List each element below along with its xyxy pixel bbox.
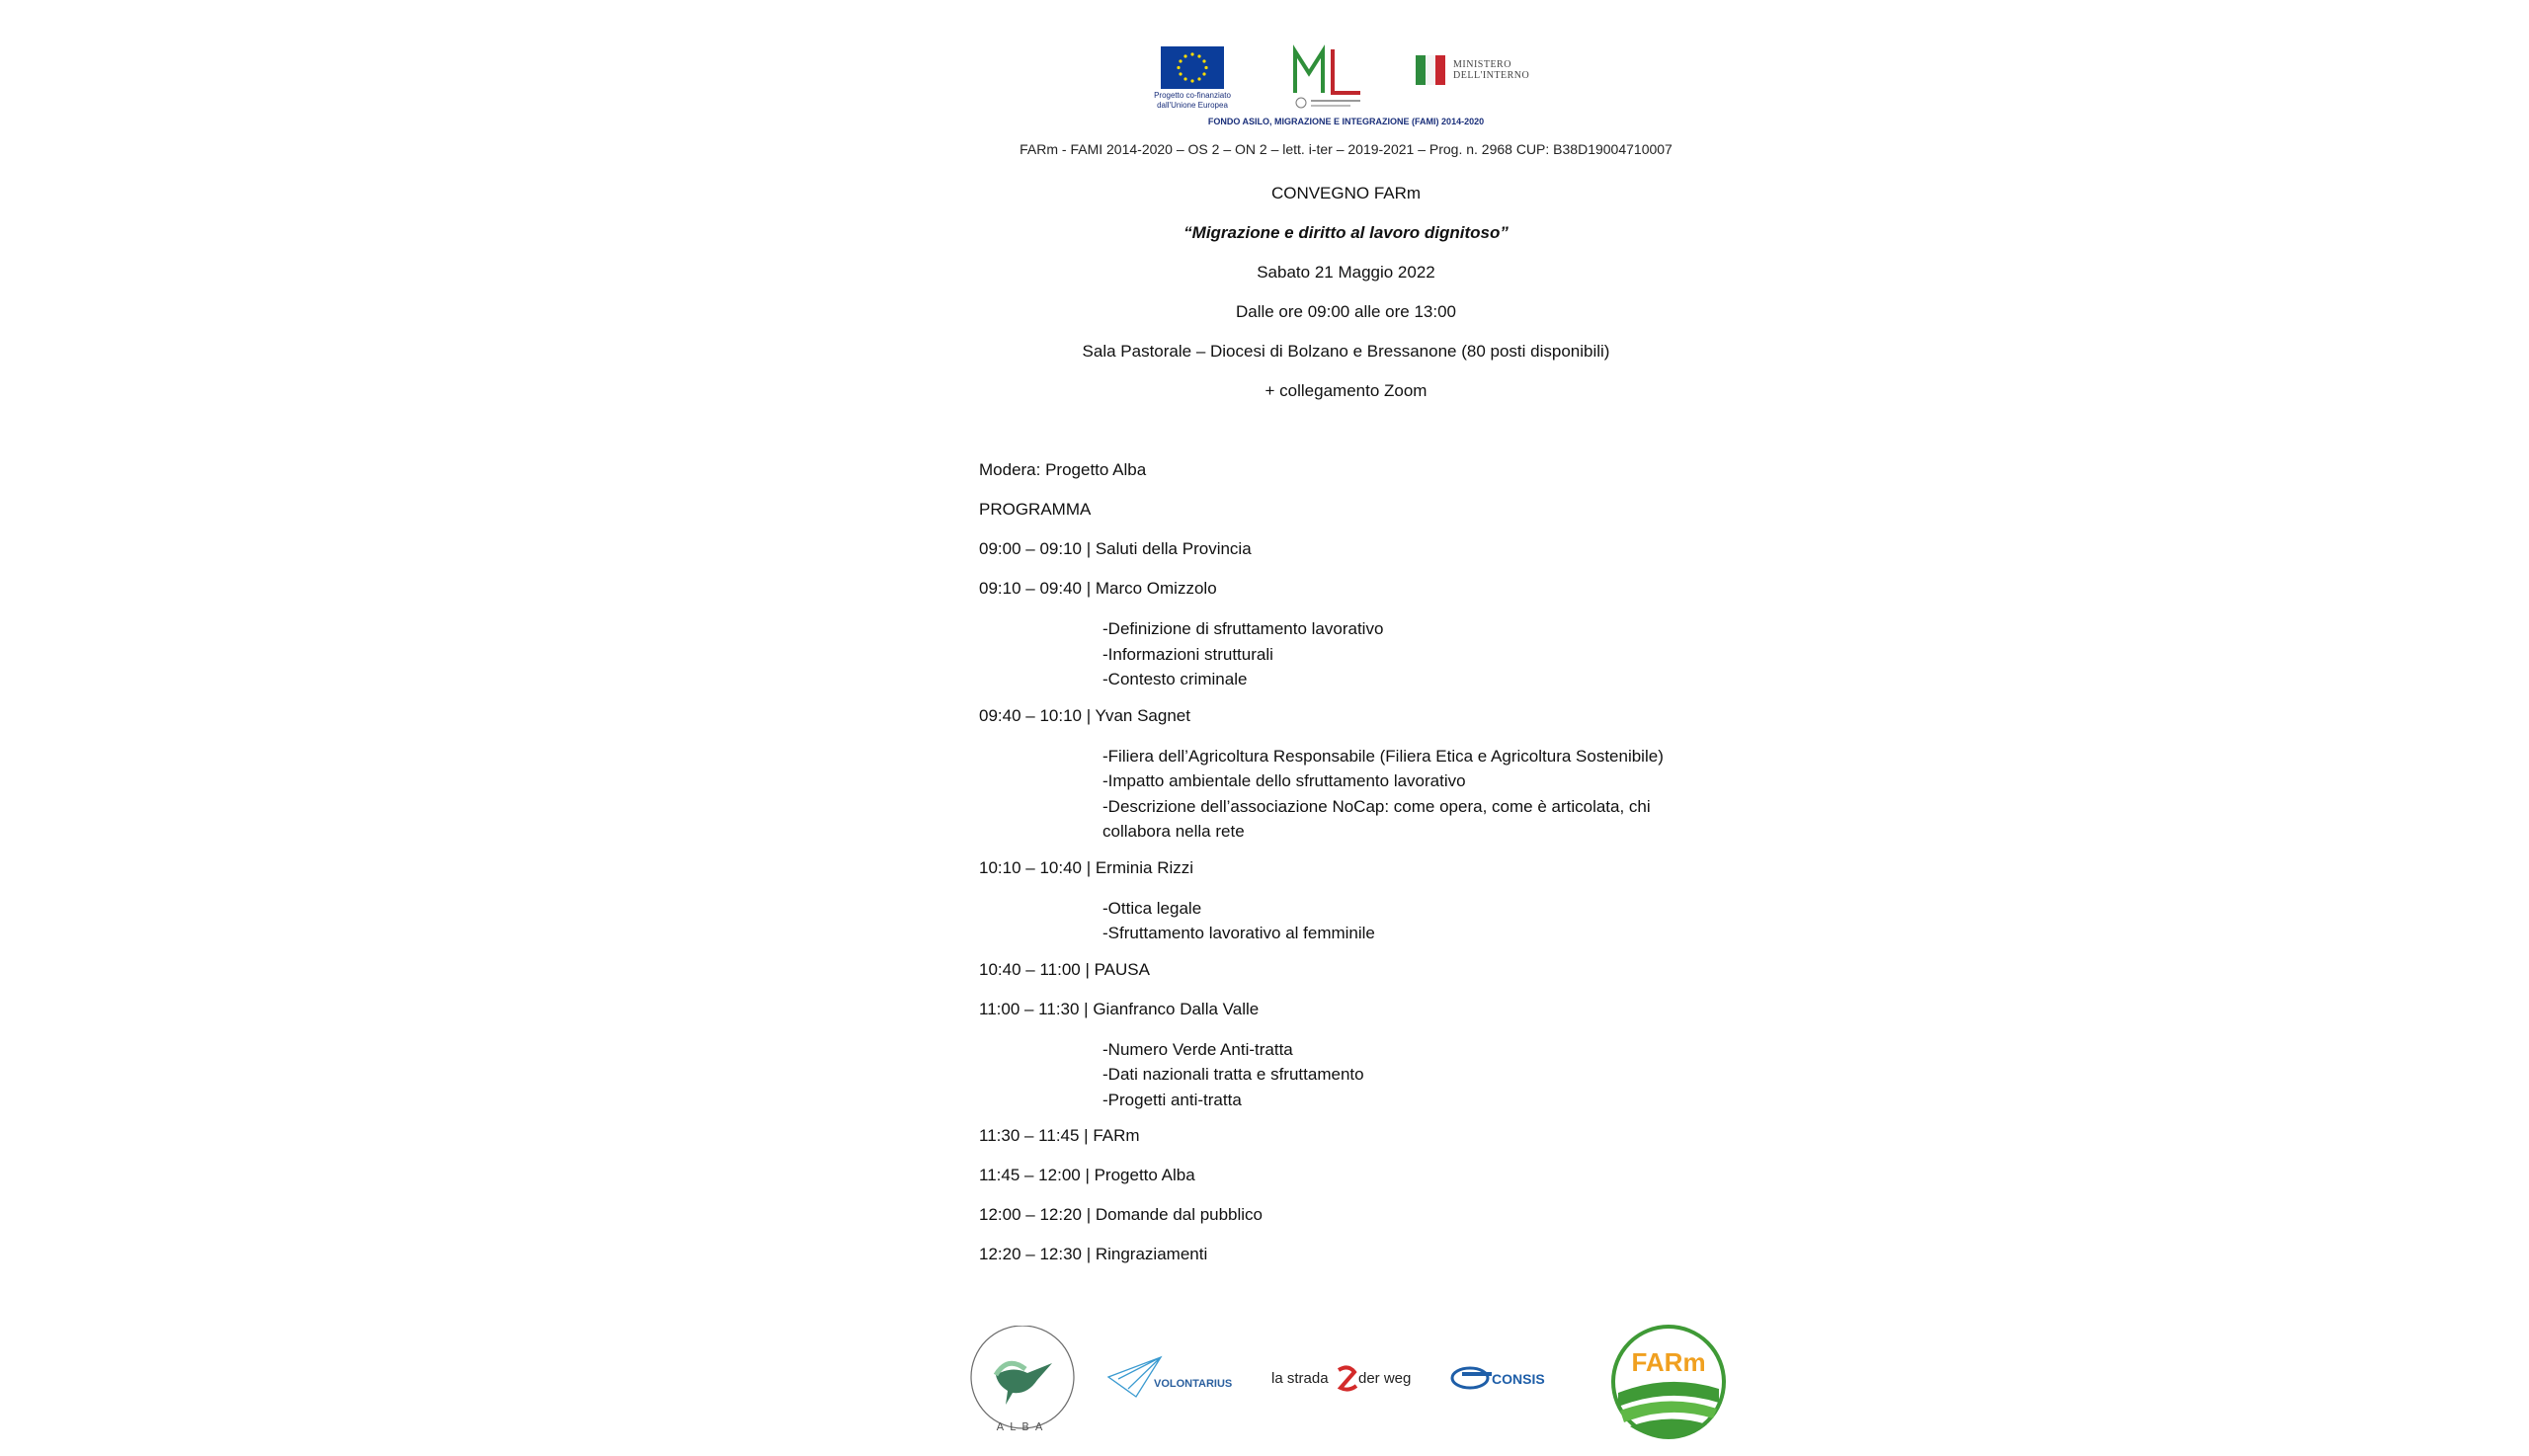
- consis-logo: [1450, 1358, 1569, 1398]
- event-venue: Sala Pastorale – Diocesi di Bolzano e Bressanone (80 posti disponibili): [1082, 342, 1610, 361]
- program-item: 09:40 – 10:10 | Yvan Sagnet: [979, 705, 1190, 725]
- consis-label: CONSIS: [1492, 1371, 1545, 1387]
- program-topic: -Descrizione dell’associazione NoCap: come opera, come è articolata, chi: [1102, 796, 1651, 816]
- program-item: 12:00 – 12:20 | Domande dal pubblico: [979, 1205, 1264, 1224]
- ministero-interno-logo: [1416, 55, 1534, 95]
- program-item: 11:00 – 11:30 | Gianfranco Dalla Valle: [979, 999, 1260, 1018]
- program-topic: -Definizione di sfruttamento lavorativo: [1102, 619, 1384, 638]
- program-item-topics: [979, 1037, 1710, 1113]
- program-item: 10:40 – 11:00 | PAUSA: [979, 959, 1150, 979]
- program-topic: -Ottica legale: [1102, 898, 1202, 918]
- eu-caption: Progetto co-finanziato dall'Unione Europea: [1154, 91, 1231, 110]
- program-item: 10:10 – 10:40 | Erminia Rizzi: [979, 857, 1194, 877]
- program-item: 12:20 – 12:30 | Ringraziamenti: [979, 1245, 1208, 1263]
- alba-label: ALBA: [996, 1420, 1049, 1433]
- event-date: Sabato 21 Maggio 2022: [1257, 263, 1435, 282]
- strada-label-2: der weg: [1358, 1370, 1412, 1387]
- program-section: [979, 460, 1710, 1284]
- program-item: 11:45 – 12:00 | Progetto Alba: [979, 1166, 1195, 1184]
- program-item: 09:00 – 09:10 | Saluti della Provincia: [979, 539, 1252, 558]
- event-online: + collegamento Zoom: [1264, 381, 1428, 400]
- program-heading: PROGRAMMA: [979, 500, 1092, 519]
- event-title: “Migrazione e diritto al lavoro dignitoso”: [1183, 223, 1509, 242]
- program-topic: -Numero Verde Anti-tratta: [1102, 1039, 1293, 1059]
- program-item: 09:10 – 09:40 | Marco Omizzolo: [979, 579, 1217, 598]
- program-list: [979, 539, 1710, 1284]
- volontarius-label: VOLONTARIUS: [1154, 1378, 1233, 1390]
- program-topic: -Contesto criminale: [1102, 670, 1248, 688]
- program-item-topics: [979, 616, 1710, 692]
- farm-logo: [1610, 1324, 1727, 1440]
- mi-text-1: MINISTERO: [1453, 59, 1511, 70]
- event-time: Dalle ore 09:00 alle ore 13:00: [1235, 302, 1457, 321]
- program-item-topics: [979, 896, 1710, 946]
- program-topic: -Informazioni strutturali: [1102, 644, 1273, 664]
- volontarius-logo: [1106, 1353, 1235, 1403]
- event-flyer: [963, 0, 1729, 1456]
- project-reference: FARm - FAMI 2014-2020 – OS 2 – ON 2 – lett. i-ter – 2019-2021 – Prog. n. 2968 CUP: B38D19004710007: [1020, 141, 1672, 157]
- alba-logo: [968, 1326, 1077, 1434]
- program-topic: -Filiera dell’Agricoltura Responsabile (Filiera Etica e Agricoltura Sostenibile): [1102, 746, 1664, 766]
- program-topic: -Progetti anti-tratta: [1102, 1090, 1242, 1109]
- program-topic: -Dati nazionali tratta e sfruttamento: [1102, 1065, 1364, 1084]
- event-info: [963, 184, 1729, 421]
- la-strada-logo: [1269, 1358, 1418, 1398]
- farm-label: FARm: [1631, 1347, 1706, 1377]
- program-item-topics: [979, 744, 1710, 845]
- event-kicker: CONVEGNO FARm: [1270, 184, 1422, 202]
- mi-text-2: DELL'INTERNO: [1453, 70, 1530, 81]
- strada-label-1: la strada: [1271, 1370, 1329, 1387]
- partner-logos: [963, 1314, 1729, 1442]
- fami-caption: FONDO ASILO, MIGRAZIONE E INTEGRAZIONE (FAMI) 2014-2020: [1207, 117, 1485, 126]
- program-topic: -Impatto ambientale dello sfruttamento lavorativo: [1102, 771, 1466, 790]
- program-topic: -Sfruttamento lavorativo al femminile: [1102, 924, 1375, 942]
- moderator: Modera: Progetto Alba: [979, 460, 1147, 479]
- program-item: 11:30 – 11:45 | FARm: [979, 1126, 1140, 1145]
- eu-flag-icon: [1161, 46, 1224, 89]
- italy-flag-icon: [1416, 55, 1445, 85]
- ministero-lavoro-logo: [1289, 43, 1368, 113]
- program-topic: collabora nella rete: [1102, 822, 1245, 841]
- sponsor-logos: [1154, 43, 1546, 122]
